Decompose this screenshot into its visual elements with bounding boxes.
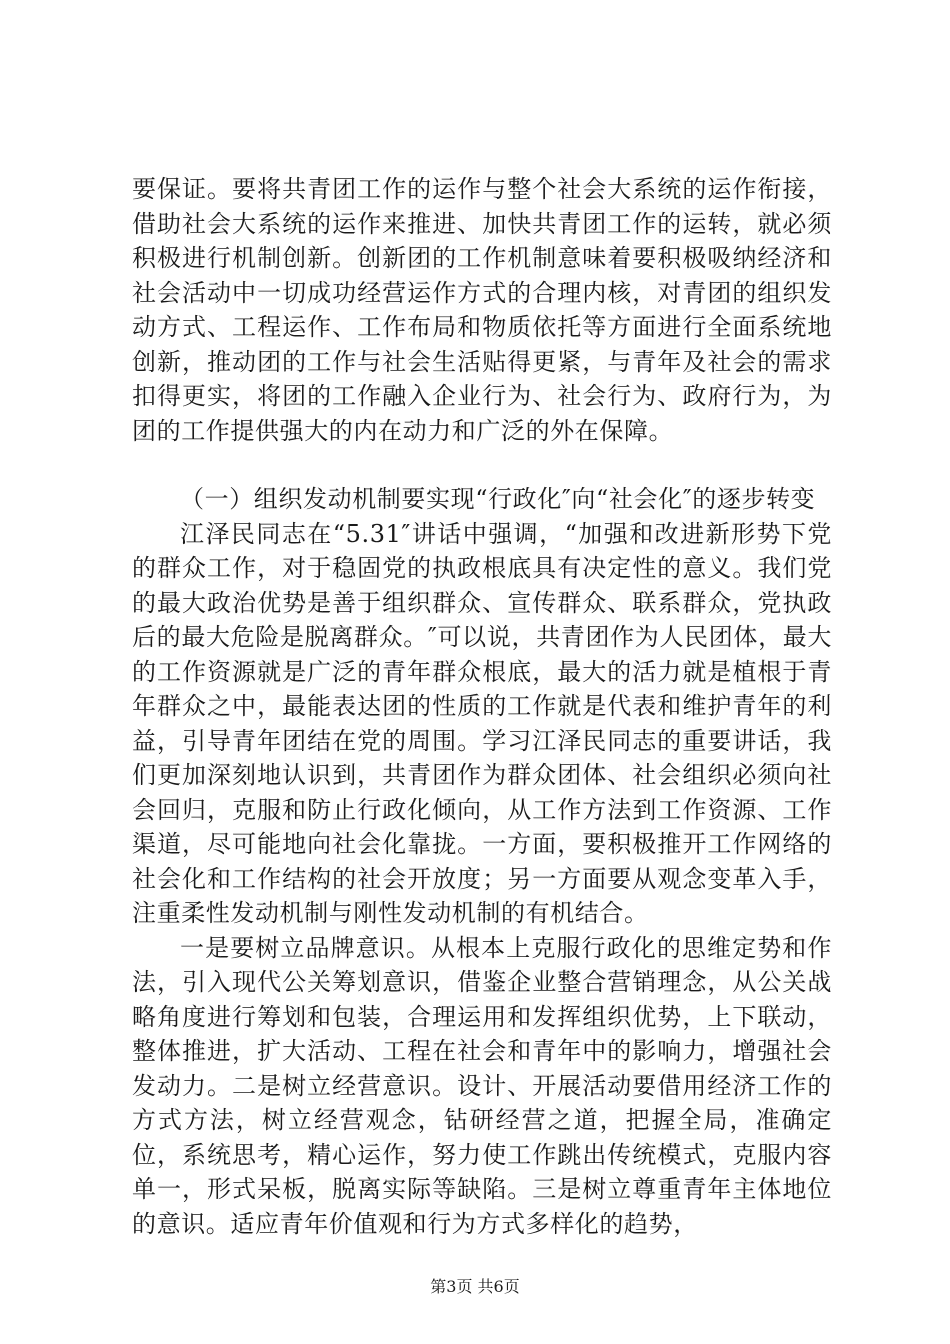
- paragraph: 江泽民同志在“5.31″讲话中强调，“加强和改进新形势下党的群众工作，对于稳固党的执政根底具有决定性的意义。我们党的最大政治优势是善于组织群众、宣传群众、联系群众，党执政后的最大危险是脱离群众。″可以说，共青团作为人民团体，最大的工作资源就是广泛的青年群众根底，最大的活力就是植根于青年群众之中，最能表达团的性质的工作就是代表和维护青年的利益，引导青年团结在党的周围。学习江泽民同志的重要讲话，我们更加深刻地认识到，共青团作为群众团体、社会组织必须向社会回归，克服和防止行政化倾向，从工作方法到工作资源、工作渠道，尽可能地向社会化靠拢。一方面，要积极推开工作网络的社会化和工作结构的社会开放度；另一方面要从观念变革入手，注重柔性发动机制与刚性发动机制的有机结合。: [132, 519, 832, 927]
- paragraph: 一是要树立品牌意识。从根本上克服行政化的思维定势和作法，引入现代公关筹划意识，借鉴企业整合营销理念，从公关战略角度进行筹划和包装，合理运用和发挥组织优势，上下联动，整体推进，扩大活动、工程在社会和青年中的影响力，增强社会发动力。二是树立经营意识。设计、开展活动要借用经济工作的方式方法，树立经营观念，钻研经营之道，把握全局，准确定位，系统思考，精心运作，努力使工作跳出传统模式，克服内容单一，形式呆板，脱离实际等缺陷。三是树立尊重青年主体地位的意识。适应青年价值观和行为方式多样化的趋势，: [132, 933, 832, 1238]
- document-body: [132, 172, 832, 1241]
- page-footer: 第3页 共6页: [430, 1277, 520, 1296]
- paragraph-continuation: 要保证。要将共青团工作的运作与整个社会大系统的运作衔接，借助社会大系统的运作来推进、加快共青团工作的运转，就必须积极进行机制创新。创新团的工作机制意味着要积极吸纳经济和社会活动中一切成功经营运作方式的合理内核，对青团的组织发动方式、工程运作、工作布局和物质依托等方面进行全面系统地创新，推动团的工作与社会生活贴得更紧，与青年及社会的需求扣得更实，将团的工作融入企业行为、社会行为、政府行为，为团的工作提供强大的内在动力和广泛的外在保障。: [132, 175, 832, 445]
- section-heading: （一）组织发动机制要实现“行政化″向“社会化″的逐步转变: [180, 485, 816, 513]
